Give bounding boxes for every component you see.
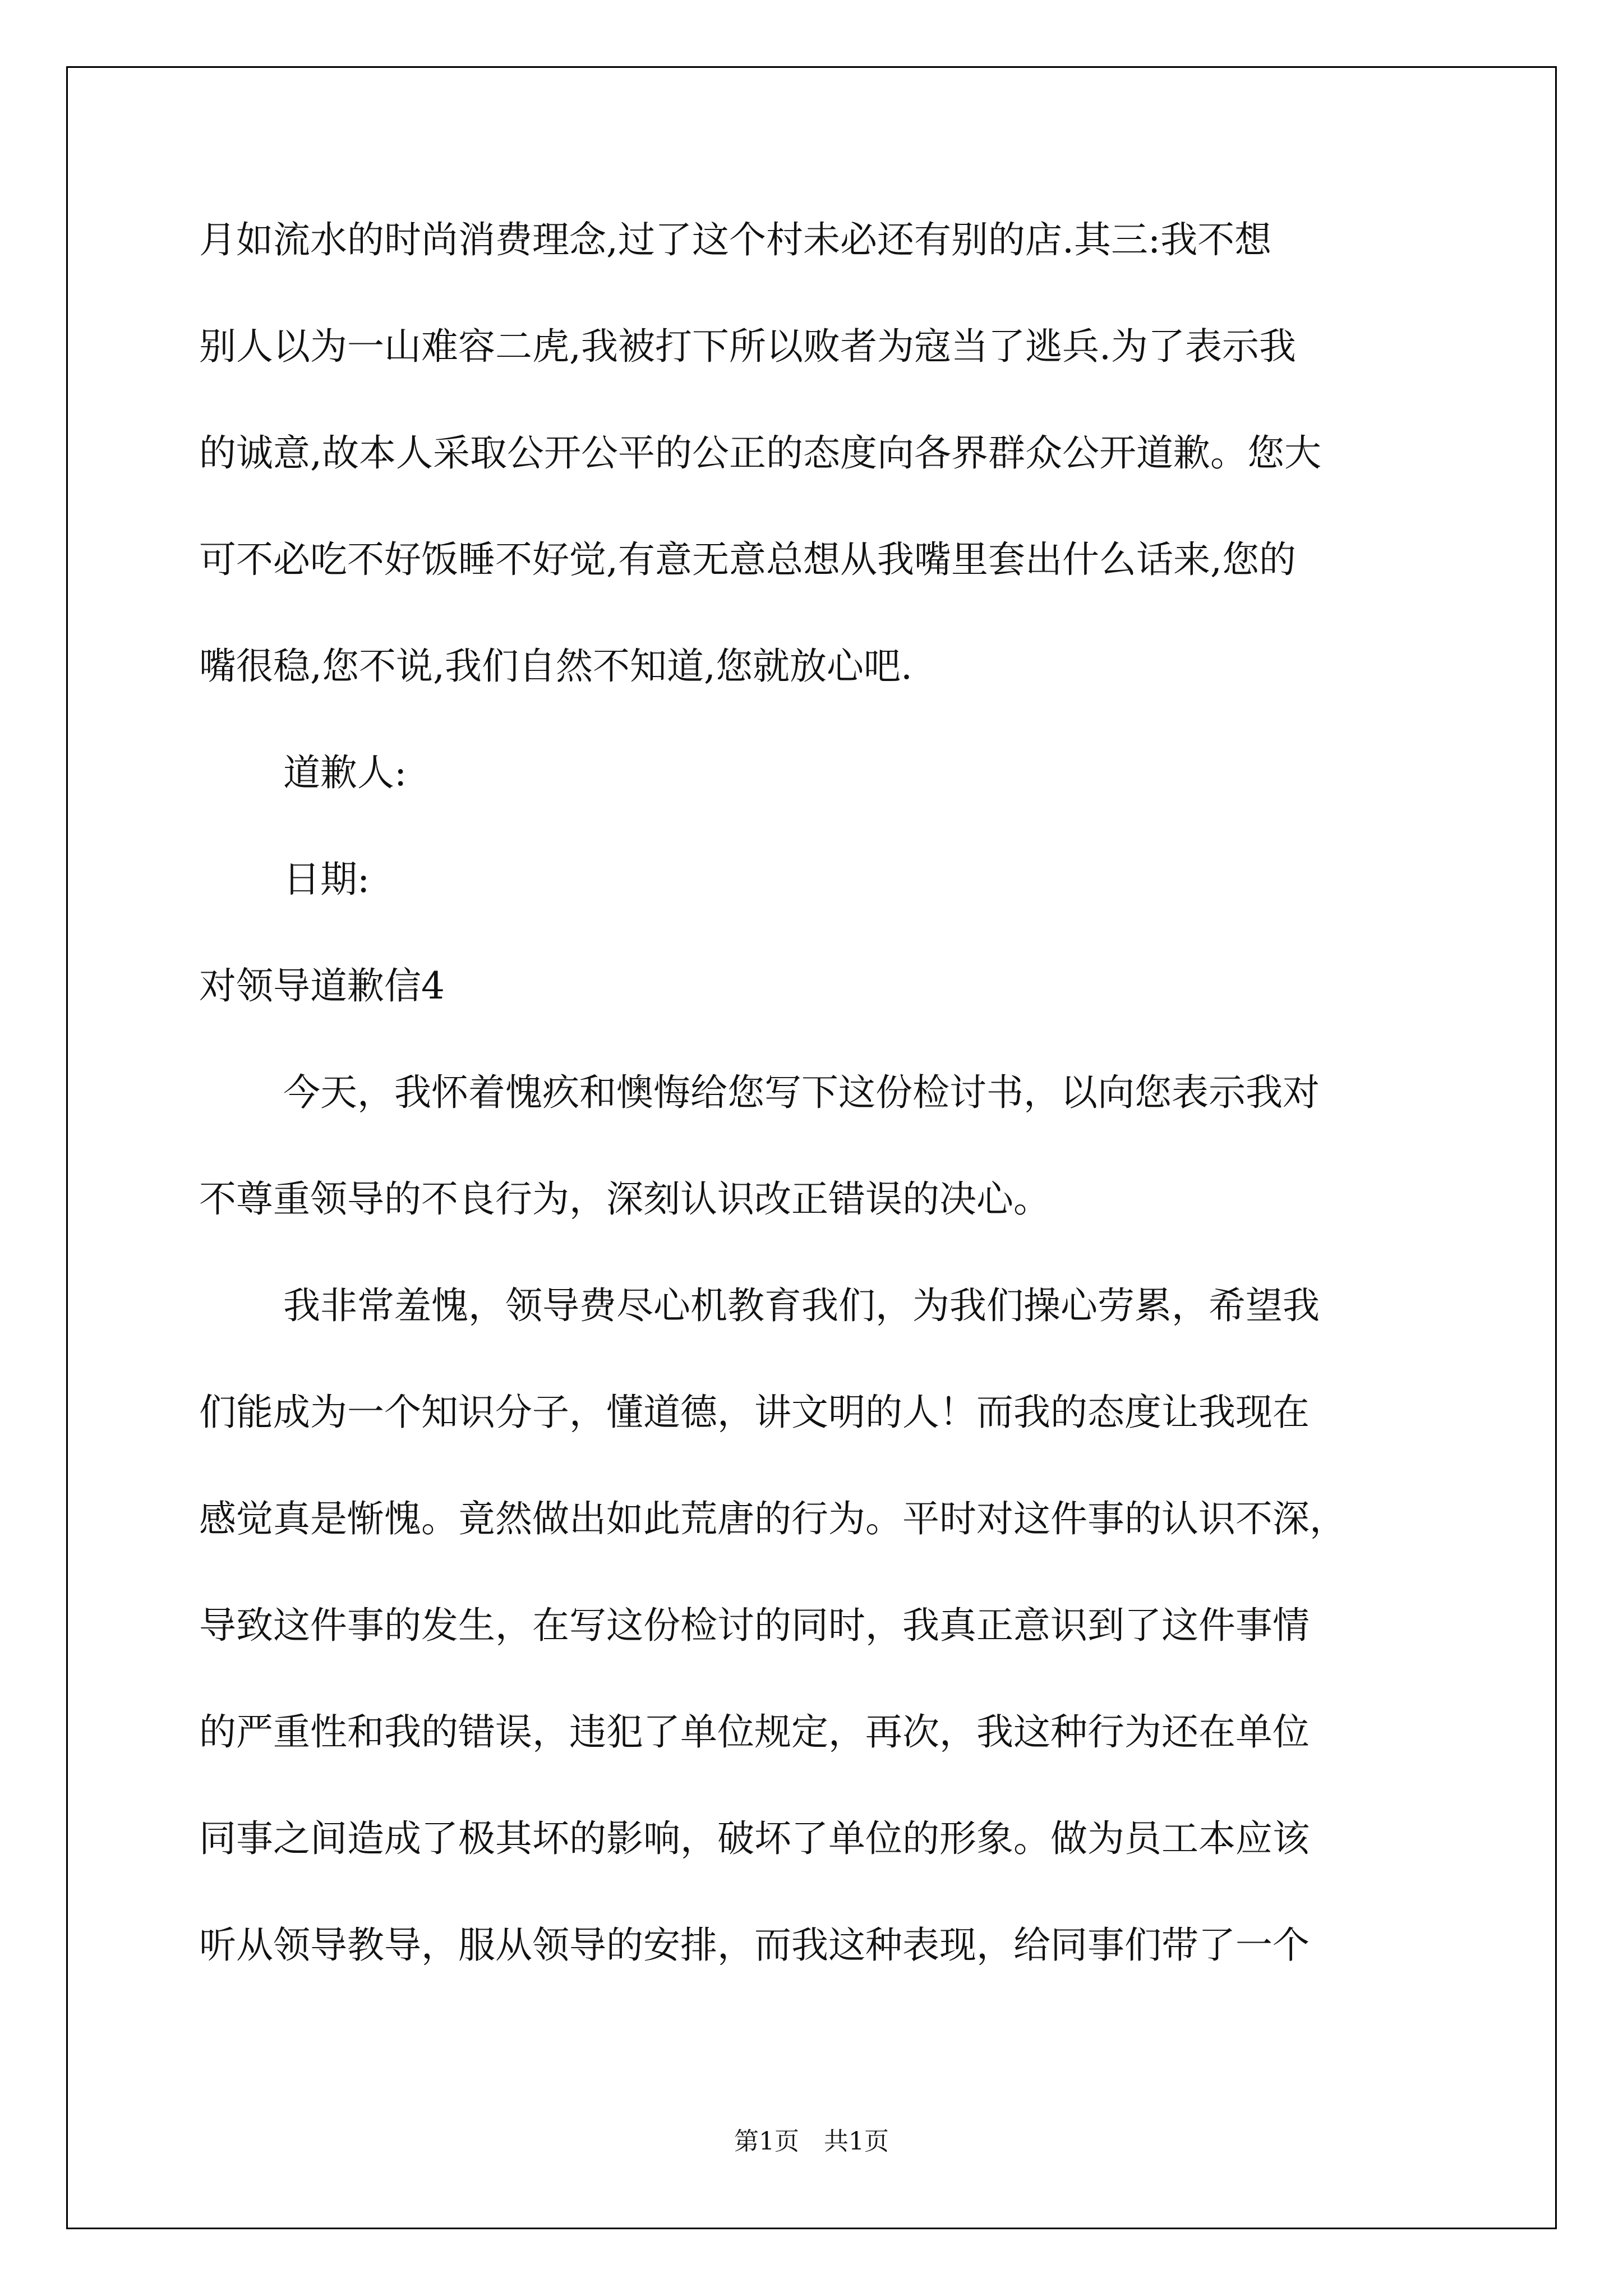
paragraph-start: 今天，我怀着愧疚和懊悔给您写下这份检讨书，以向您表示我对: [283, 1071, 1320, 1114]
text-line: 们能成为一个知识分子，懂道德，讲文明的人！而我的态度让我现在: [199, 1391, 1310, 1434]
date-label: 日期:: [283, 858, 370, 901]
text-line: 可不必吃不好饭睡不好觉,有意无意总想从我嘴里套出什么话来,您的: [199, 538, 1296, 581]
text-line: 不尊重领导的不良行为，深刻认识改正错误的决心。: [199, 1177, 1050, 1221]
text-line: 导致这件事的发生，在写这份检讨的同时，我真正意识到了这件事情: [199, 1604, 1310, 1647]
text-line: 听从领导教导，服从领导的安排，而我这种表现，给同事们带了一个: [199, 1924, 1310, 1967]
signature-label: 道歉人:: [283, 751, 407, 794]
section-title: 对领导道歉信4: [199, 964, 445, 1007]
text-line: 别人以为一山难容二虎,我被打下所以败者为寇当了逃兵.为了表示我: [199, 325, 1296, 368]
text-line: 嘴很稳,您不说,我们自然不知道,您就放心吧.: [199, 645, 912, 688]
text-line: 感觉真是惭愧。竟然做出如此荒唐的行为。平时对这件事的认识不深，: [199, 1497, 1347, 1540]
text-line: 的诚意,故本人采取公开公平的公正的态度向各界群众公开道歉。您大: [199, 431, 1321, 475]
text-line: 同事之间造成了极其坏的影响，破坏了单位的形象。做为员工本应该: [199, 1817, 1310, 1860]
document-body: [199, 213, 1433, 2025]
text-line: 的严重性和我的错误，违犯了单位规定，再次，我这种行为还在单位: [199, 1710, 1310, 1754]
page-footer: 第1页 共1页: [734, 2127, 889, 2156]
text-line: 月如流水的时尚消费理念,过了这个村未必还有别的店.其三:我不想: [199, 218, 1272, 261]
paragraph-start: 我非常羞愧，领导费尽心机教育我们，为我们操心劳累，希望我: [283, 1284, 1320, 1327]
